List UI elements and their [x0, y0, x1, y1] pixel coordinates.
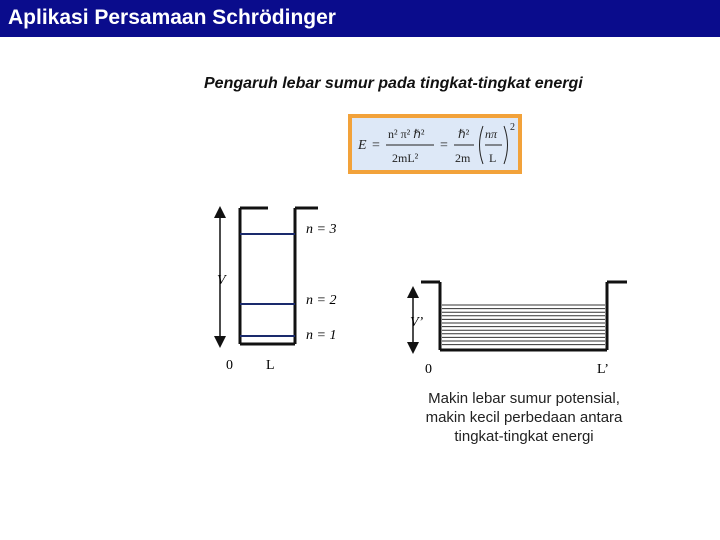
wide-well: [410, 282, 627, 377]
label-n3: n = 3: [306, 222, 337, 237]
formula-exponent: 2: [510, 122, 515, 133]
dense-energy-levels: [442, 305, 605, 345]
formula-lhs: E: [358, 138, 367, 153]
label-x-l: L: [266, 358, 275, 373]
formula-equals-1: =: [372, 138, 380, 153]
caption-line-3: tingkat-tingkat energi: [454, 428, 594, 445]
label-x0-narrow: 0: [226, 358, 233, 373]
label-depth-v: V: [217, 273, 226, 288]
formula-denominator-2: 2m: [455, 151, 471, 165]
caption-line-1: Makin lebar sumur potensial,: [428, 390, 620, 407]
caption-line-2: makin kecil perbedaan antara: [425, 409, 623, 426]
formula-numerator-1: n² π² ℏ²: [388, 127, 425, 141]
formula-numerator-2: ℏ²: [458, 127, 470, 141]
formula-paren-denominator: L: [489, 151, 497, 165]
label-depth-v-prime: V’: [410, 315, 424, 330]
label-n2: n = 2: [306, 293, 337, 308]
formula-equals-2: =: [440, 138, 448, 153]
label-x-l-prime: L’: [597, 362, 609, 377]
page-title: Aplikasi Persamaan Schrödinger: [8, 6, 336, 29]
label-x0-wide: 0: [425, 362, 432, 377]
label-n1: n = 1: [306, 328, 337, 343]
caption: [404, 389, 644, 446]
slide-subtitle: Pengaruh lebar sumur pada tingkat-tingkat energi: [204, 75, 583, 92]
formula-denominator-1: 2mL²: [392, 151, 419, 165]
formula-paren-numerator: nπ: [485, 127, 498, 141]
narrow-well: [217, 208, 336, 373]
